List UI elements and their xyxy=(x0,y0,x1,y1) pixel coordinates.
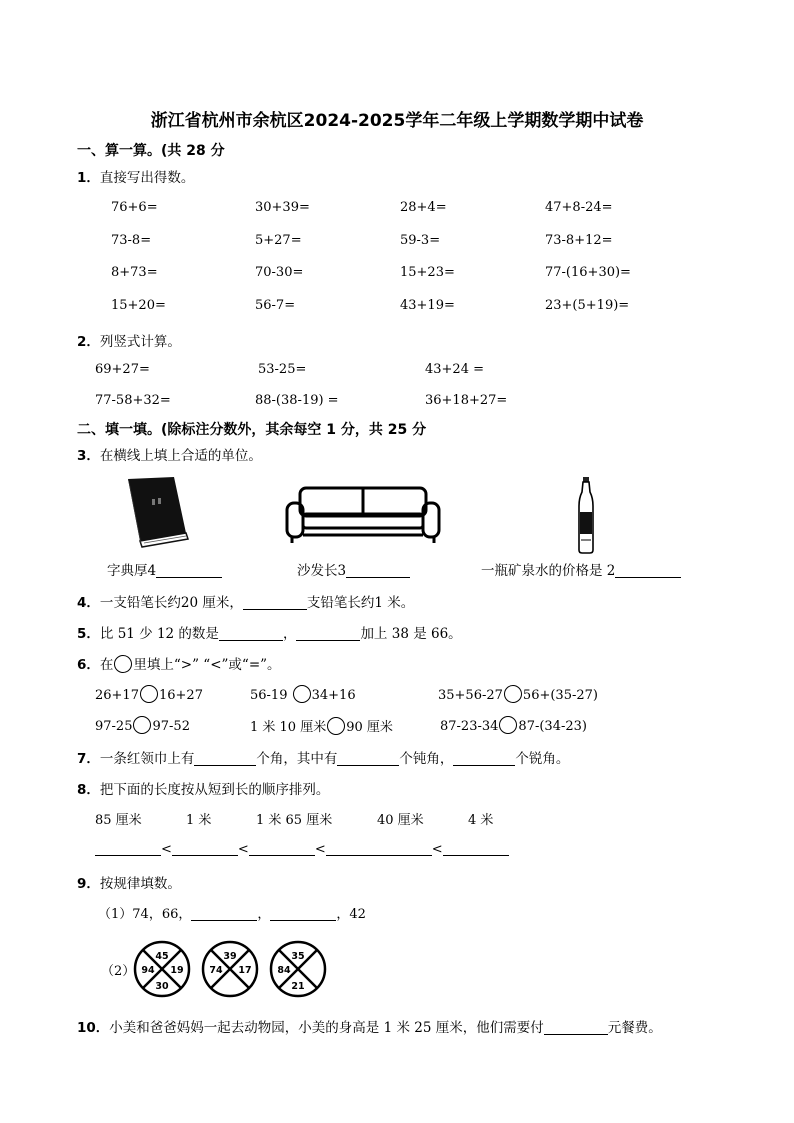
expression: 23+(5+19)= xyxy=(545,298,630,313)
expression: 77-(16+30)= xyxy=(545,265,631,280)
page-title: 浙江省杭州市余杭区2024-2025学年二年级上学期数学期中试卷 xyxy=(150,111,644,131)
caption-water-bottle xyxy=(481,559,681,579)
question-1-prompt xyxy=(77,166,194,186)
comparison-right: 34+16 xyxy=(311,688,356,703)
expression: 30+39= xyxy=(255,200,310,215)
comparison-circle[interactable] xyxy=(499,716,517,734)
comparison-left: 35+56-27 xyxy=(438,688,503,703)
less-than-sign: < xyxy=(431,842,443,857)
section-2-heading: 二、填一填。(除标注分数外，其余每空 1 分，共 25 分 xyxy=(77,422,427,438)
question-text: 一支铅笔长约20 厘米， xyxy=(99,595,243,611)
sequence-part-2-label: （2） xyxy=(101,964,136,979)
wheel-right: 17 xyxy=(238,965,252,976)
answer-blank[interactable] xyxy=(346,563,410,578)
dictionary-image xyxy=(118,475,190,551)
expression: 70-30= xyxy=(255,265,304,280)
expression: 43+19= xyxy=(400,298,455,313)
less-than-sign: < xyxy=(161,842,172,857)
comparison-item xyxy=(440,716,587,734)
prompt-text: 直接写出得数。 xyxy=(99,170,195,186)
less-than-sign: < xyxy=(314,842,326,857)
comparison-item xyxy=(250,685,356,703)
expression: 56-7= xyxy=(255,298,296,313)
answer-blank[interactable] xyxy=(243,595,307,610)
comparison-right: 56+(35-27) xyxy=(522,688,598,703)
caption-dictionary xyxy=(107,559,222,579)
expression: 43+24 = xyxy=(425,362,485,377)
question-text: 元餐费。 xyxy=(607,1020,662,1036)
prompt-text: 在 xyxy=(99,657,114,673)
prompt-text: 在横线上填上合适的单位。 xyxy=(99,448,262,464)
answer-blank[interactable] xyxy=(326,841,432,856)
answer-blank[interactable] xyxy=(453,751,515,766)
comparison-circle[interactable] xyxy=(293,685,311,703)
expression: 73-8+12= xyxy=(545,233,613,248)
number-wheels xyxy=(133,940,327,998)
question-text: 支铅笔长约1 米。 xyxy=(306,595,415,611)
answer-blank[interactable] xyxy=(249,841,315,856)
expression: 77-58+32= xyxy=(95,393,171,408)
question-text: 个钝角， xyxy=(399,751,454,767)
comparison-item xyxy=(95,685,203,703)
expression: 53-25= xyxy=(258,362,307,377)
sequence-text: ， xyxy=(257,907,271,922)
question-8-prompt xyxy=(77,778,329,798)
wheel-bottom: 30 xyxy=(155,981,169,992)
prompt-text: 列竖式计算。 xyxy=(99,334,181,350)
expression: 15+20= xyxy=(111,298,166,313)
question-text: 个锐角。 xyxy=(515,751,570,767)
expression: 5+27= xyxy=(255,233,302,248)
answer-blank[interactable] xyxy=(270,906,336,921)
prompt-text: 把下面的长度按从短到长的顺序排列。 xyxy=(99,782,330,798)
wheel-top: 45 xyxy=(155,951,169,962)
question-number: 6． xyxy=(77,657,100,673)
wheel-left: 84 xyxy=(277,965,291,976)
answer-blank[interactable] xyxy=(443,841,509,856)
expression: 76+6= xyxy=(111,200,158,215)
wheel-right: 19 xyxy=(170,965,184,976)
caption-text: 一瓶矿泉水的价格是 2 xyxy=(481,563,616,579)
answer-blank[interactable] xyxy=(95,841,161,856)
wheel-left: 74 xyxy=(209,965,223,976)
wheel-top: 39 xyxy=(223,951,237,962)
comparison-right: 90 厘米 xyxy=(346,720,393,735)
caption-text: 字典厚4 xyxy=(107,563,157,579)
question-text: 加上 38 是 66。 xyxy=(360,626,462,642)
question-number: 5． xyxy=(77,626,100,642)
prompt-text: 按规律填数。 xyxy=(99,876,181,892)
comparison-left: 97-25 xyxy=(95,719,133,734)
answer-blank[interactable] xyxy=(191,906,257,921)
expression: 59-3= xyxy=(400,233,441,248)
length-item: 40 厘米 xyxy=(377,813,424,828)
question-5 xyxy=(77,622,462,642)
length-item: 1 米 xyxy=(186,813,212,828)
length-item: 85 厘米 xyxy=(95,813,142,828)
number-wheel xyxy=(203,942,257,996)
sequence-text: ，42 xyxy=(336,907,366,922)
comparison-item xyxy=(250,716,393,735)
comparison-right: 16+27 xyxy=(158,688,203,703)
expression: 28+4= xyxy=(400,200,447,215)
answer-blank[interactable] xyxy=(194,751,256,766)
answer-blank[interactable] xyxy=(156,563,222,578)
question-number: 7． xyxy=(77,751,100,767)
prompt-text: 里填上“>” “<”或“=”。 xyxy=(133,657,281,673)
question-text: 个角，其中有 xyxy=(256,751,338,767)
wheel-top: 35 xyxy=(291,951,305,962)
answer-blank[interactable] xyxy=(337,751,399,766)
wheel-left: 94 xyxy=(141,965,155,976)
caption-sofa xyxy=(297,559,410,579)
wheel-bottom: 21 xyxy=(291,981,305,992)
less-than-sign: < xyxy=(237,842,249,857)
question-7 xyxy=(77,747,569,767)
question-number: 2． xyxy=(77,334,100,350)
question-text: 一条红领巾上有 xyxy=(99,751,195,767)
comparison-item xyxy=(95,716,190,734)
question-number: 9． xyxy=(77,876,100,892)
comparison-circle[interactable] xyxy=(133,716,151,734)
comparison-circle[interactable] xyxy=(504,685,522,703)
expression: 47+8-24= xyxy=(545,200,613,215)
water-bottle-image xyxy=(576,476,596,554)
expression: 15+23= xyxy=(400,265,455,280)
comparison-item xyxy=(438,685,598,703)
question-6-prompt xyxy=(77,653,281,673)
comparison-left: 1 米 10 厘米 xyxy=(250,720,327,735)
answer-blank[interactable] xyxy=(615,563,681,578)
answer-blank[interactable] xyxy=(296,626,360,641)
expression: 73-8= xyxy=(111,233,152,248)
comparison-left: 87-23-34 xyxy=(440,719,499,734)
sequence-part-1 xyxy=(98,903,366,922)
question-text: 小美和爸爸妈妈一起去动物园，小美的身高是 1 米 25 厘米，他们需要付 xyxy=(109,1020,544,1036)
question-text: 比 51 少 12 的数是 xyxy=(99,626,219,642)
question-number: 1． xyxy=(77,170,100,186)
length-item: 4 米 xyxy=(468,813,494,828)
caption-text: 沙发长3 xyxy=(297,563,347,579)
question-number: 10． xyxy=(77,1020,110,1036)
length-item: 1 米 65 厘米 xyxy=(256,813,333,828)
comparison-circle[interactable] xyxy=(327,717,345,735)
answer-blank[interactable] xyxy=(219,626,283,641)
expression: 8+73= xyxy=(111,265,158,280)
section-1-heading: 一、算一算。(共 28 分 xyxy=(77,143,225,159)
question-number: 8． xyxy=(77,782,100,798)
comparison-right: 97-52 xyxy=(152,719,190,734)
circle-blank-icon xyxy=(114,655,132,673)
question-9-prompt xyxy=(77,872,181,892)
answer-blank[interactable] xyxy=(172,841,238,856)
sequence-text: （1）74，66， xyxy=(98,907,192,922)
comparison-left: 56-19 xyxy=(250,688,288,703)
question-4 xyxy=(77,591,414,611)
answer-blank[interactable] xyxy=(544,1020,608,1035)
ordering-answer-row xyxy=(95,841,509,857)
comparison-right: 87-(34-23) xyxy=(518,719,587,734)
question-10 xyxy=(77,1016,662,1036)
comparison-circle[interactable] xyxy=(140,685,158,703)
expression: 69+27= xyxy=(95,362,150,377)
expression: 36+18+27= xyxy=(425,393,508,408)
question-number: 3． xyxy=(77,448,100,464)
question-2-prompt xyxy=(77,330,181,350)
number-wheel xyxy=(135,942,189,996)
question-number: 4． xyxy=(77,595,100,611)
expression: 88-(38-19) = xyxy=(255,393,339,408)
question-text: ， xyxy=(282,626,297,642)
comparison-left: 26+17 xyxy=(95,688,139,703)
number-wheel xyxy=(271,942,325,996)
sofa-image xyxy=(284,485,442,545)
question-3-prompt xyxy=(77,444,262,464)
